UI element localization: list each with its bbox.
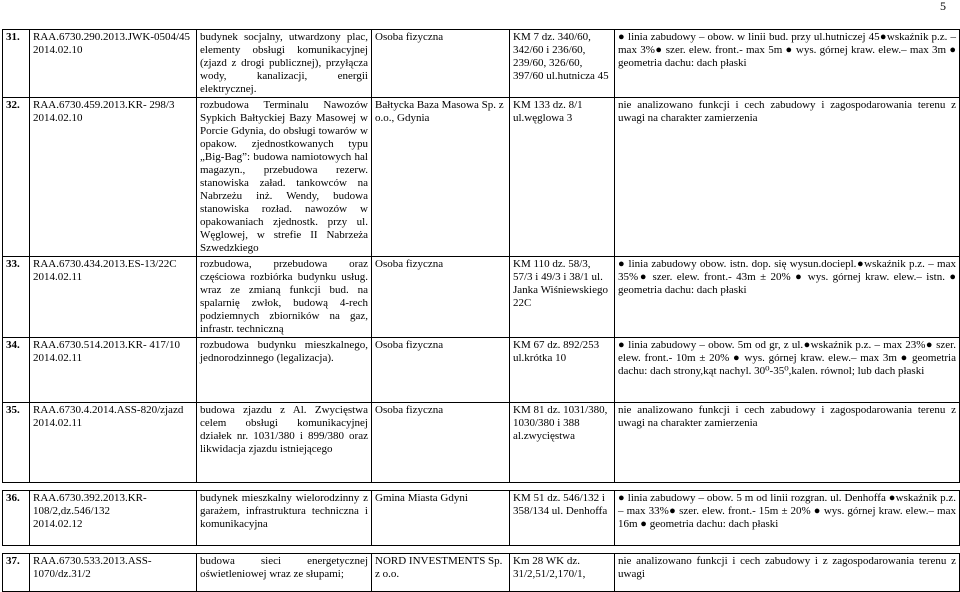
cell-investor: Bałtycka Baza Masowa Sp. z o.o., Gdynia bbox=[372, 98, 510, 257]
table-row bbox=[3, 338, 960, 403]
signature-text: RAA.6730.514.2013.KR- 417/10 bbox=[33, 339, 180, 351]
table-row bbox=[3, 403, 960, 483]
decision-date: 2014.02.10 bbox=[33, 112, 83, 124]
cell-location: KM 110 dz. 58/3, 57/3 i 49/3 i 38/1 ul. Janka Wiśniewskiego 22C bbox=[510, 257, 615, 338]
cell-location: KM 133 dz. 8/1 ul.węglowa 3 bbox=[510, 98, 615, 257]
cell-number: 36. bbox=[3, 491, 30, 546]
cell-parameters: nie analizowano funkcji i cech zabudowy i zagospodarowania terenu z uwagi na charakter zamierzenia bbox=[615, 403, 960, 483]
cell-number: 31. bbox=[3, 30, 30, 98]
decision-date: 2014.02.10 bbox=[33, 44, 83, 56]
row-gap bbox=[3, 546, 960, 554]
cell-location: KM 81 dz. 1031/380, 1030/380 i 388 al.zwycięstwa bbox=[510, 403, 615, 483]
signature-text: RAA.6730.434.2013.ES-13/22C bbox=[33, 258, 177, 270]
cell-parameters: nie analizowano funkcji i cech zabudowy i zagospodarowania terenu z uwagi na charakter zamierzenia bbox=[615, 98, 960, 257]
cell-number: 35. bbox=[3, 403, 30, 483]
cell-parameters: ● linia zabudowy – obow. 5 m od linii rozgran. ul. Denhoffa ●wskaźnik p.z. – max 33%● szer. elew. front.- 15m ± 20% ● wys. górnej kraw. elew.– max 16m ● geometria dachu: dach płaski bbox=[615, 491, 960, 546]
page-number: 5 bbox=[940, 0, 946, 13]
cell-location: Km 28 WK dz. 31/2,51/2,170/1, bbox=[510, 554, 615, 592]
cell-signature bbox=[30, 98, 197, 257]
cell-description: budowa zjazdu z Al. Zwycięstwa celem obsługi komunikacyjnej działek nr. 1031/380 i 899/380 oraz likwidacja zjazdu istniejącego bbox=[197, 403, 372, 483]
row-gap bbox=[3, 483, 960, 491]
cell-signature bbox=[30, 30, 197, 98]
cell-number: 37. bbox=[3, 554, 30, 592]
decisions-table bbox=[2, 29, 960, 592]
cell-number: 32. bbox=[3, 98, 30, 257]
cell-investor: Osoba fizyczna bbox=[372, 338, 510, 403]
cell-investor: Osoba fizyczna bbox=[372, 257, 510, 338]
signature-text: RAA.6730.459.2013.KR- 298/3 bbox=[33, 99, 175, 111]
table-row bbox=[3, 30, 960, 98]
decision-date: 2014.02.11 bbox=[33, 417, 83, 429]
cell-parameters: ● linia zabudowy – obow. w linii bud. przy ul.hutniczej 45●wskaźnik p.z. – max 3%● szer. elew. front.- max 5m ● wys. górnej kraw. elew.– max 3m ● geometria dachu: dach płaski bbox=[615, 30, 960, 98]
table-body bbox=[3, 30, 960, 592]
cell-investor: Osoba fizyczna bbox=[372, 30, 510, 98]
cell-number: 33. bbox=[3, 257, 30, 338]
cell-signature bbox=[30, 338, 197, 403]
cell-description: budynek mieszkalny wielorodzinny z garażem, infrastruktura techniczna i komunikacyjna bbox=[197, 491, 372, 546]
cell-location: KM 67 dz. 892/253 ul.krótka 10 bbox=[510, 338, 615, 403]
cell-investor: Osoba fizyczna bbox=[372, 403, 510, 483]
cell-parameters: ● linia zabudowy – obow. 5m od gr, z ul.●wskaźnik p.z. – max 23%● szer. elew. front.- 10m ± 20% ● wys. górnej kraw. elew.– max 3m ● geometria dachu: dach strony,kąt nachyl. 30⁰-35⁰,kalen. równol; lub dach płaski bbox=[615, 338, 960, 403]
cell-description: rozbudowa Terminalu Nawozów Sypkich Bałtyckiej Bazy Masowej w Porcie Gdynia, do obsługi towarów w opakow. zjednostkowanych typu „Big-Bag”: budowa namiotowych hal magazyn., przebudowa rezerw. stanowiska załad. tankowców na Nabrzeżu inż. Wendy, budowa stanowiska rozład. nawozów w opakowaniach zjednostk. przy ul. Węglowej, w strefie II Nabrzeża Szwedzkiego bbox=[197, 98, 372, 257]
cell-parameters: nie analizowano funkcji i cech zabudowy i z zagospodarowania terenu z uwagi bbox=[615, 554, 960, 592]
table-row bbox=[3, 257, 960, 338]
signature-text: RAA.6730.290.2013.JWK-0504/45 bbox=[33, 31, 191, 43]
cell-parameters: ● linia zabudowy obow. istn. dop. się wysun.dociepl.●wskaźnik p.z. – max 35%● szer. elew. front.- 43m ± 20% ● wys. górnej kraw. elew.– istn. ● geometria dachu: dach płaski bbox=[615, 257, 960, 338]
table-row bbox=[3, 98, 960, 257]
decision-date: 2014.02.11 bbox=[33, 271, 83, 283]
signature-text: RAA.6730.533.2013.ASS-1070/dz.31/2 bbox=[33, 555, 152, 580]
cell-number: 34. bbox=[3, 338, 30, 403]
cell-description: rozbudowa, przebudowa oraz częściowa rozbiórka budynku usług. wraz ze zmianą funkcji bud. na spalarnię zwłok, budową 4-rech podziemnych zbiorników na gaz, infrastr. techniczną bbox=[197, 257, 372, 338]
table-row bbox=[3, 491, 960, 546]
cell-description: rozbudowa budynku mieszkalnego, jednorodzinnego (legalizacja). bbox=[197, 338, 372, 403]
cell-description: budynek socjalny, utwardzony plac, elementy obsługi komunikacyjnej (zjazd z drogi publicznej), przyłącza wody, kanalizacji, energii elektrycznej. bbox=[197, 30, 372, 98]
signature-text: RAA.6730.392.2013.KR-108/2,dz.546/132 bbox=[33, 492, 147, 517]
cell-signature bbox=[30, 491, 197, 546]
signature-text: RAA.6730.4.2014.ASS-820/zjazd bbox=[33, 404, 184, 416]
cell-location: KM 7 dz. 340/60, 342/60 i 236/60, 239/60, 326/60, 397/60 ul.hutnicza 45 bbox=[510, 30, 615, 98]
cell-investor: Gmina Miasta Gdyni bbox=[372, 491, 510, 546]
cell-location: KM 51 dz. 546/132 i 358/134 ul. Denhoffa bbox=[510, 491, 615, 546]
cell-investor: NORD INVESTMENTS Sp. z o.o. bbox=[372, 554, 510, 592]
decision-date: 2014.02.11 bbox=[33, 352, 83, 364]
cell-description: budowa sieci energetycznej oświetleniowej wraz ze słupami; bbox=[197, 554, 372, 592]
cell-signature bbox=[30, 257, 197, 338]
cell-signature bbox=[30, 403, 197, 483]
decision-date: 2014.02.12 bbox=[33, 518, 83, 530]
